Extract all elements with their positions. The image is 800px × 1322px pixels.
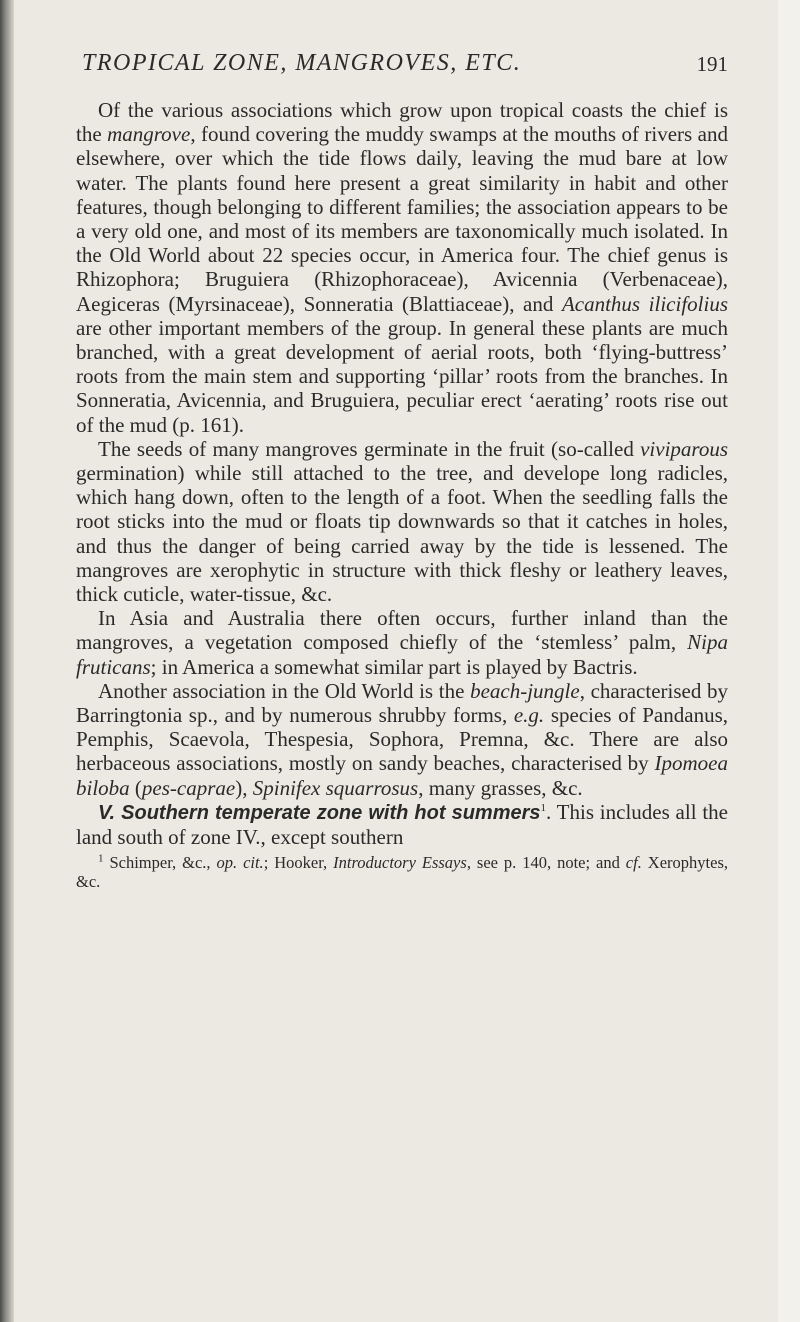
italic-term: Spinifex squarrosus [252, 775, 419, 800]
footnote [76, 853, 728, 891]
text-run: Another association in the Old World is the [98, 678, 471, 703]
text-run: ; Hooker, [263, 853, 334, 873]
italic-term: e.g. [513, 703, 545, 728]
text-run: , see p. 140, note; and [466, 853, 626, 873]
italic-term: Acanthus ilicifolius [561, 291, 728, 316]
page-header [76, 50, 728, 84]
page-edge [778, 0, 800, 1322]
section-heading: V. Southern temperate zone with hot summers [98, 801, 541, 824]
text-run: Schimper, &c., [103, 853, 217, 873]
text-run: ), [235, 775, 253, 800]
text-run: Of the various associations which grow upon tropical coasts the chief is the [76, 98, 728, 147]
paragraph [76, 437, 728, 606]
italic-term: Introductory Essays [333, 853, 467, 873]
footnote-marker: 1 [98, 852, 104, 865]
text-run: ; in America a somewhat similar part is played by Bactris. [150, 654, 638, 679]
italic-term: pes-caprae [141, 775, 236, 800]
text-run: ( [129, 775, 142, 800]
text-run: , characterised by Barringtonia sp., and by numerous shrubby forms, [76, 678, 728, 728]
text-run: , many grasses, &c. [418, 775, 583, 800]
paragraph [76, 606, 728, 679]
paragraph [76, 800, 728, 849]
italic-term: beach-jungle [470, 678, 580, 703]
italic-term: Ipomoea biloba [76, 751, 728, 800]
text-run: species of Pandanus, Pemphis, Scaevola, Thespesia, Sophora, Premna, &c. There are also herbaceous associations, mostly on sandy beaches, characterised by [76, 703, 728, 776]
italic-term: mangrove [107, 122, 191, 147]
italic-term: cf. [625, 853, 642, 873]
text-run: Xerophytes, &c. [76, 853, 728, 892]
text-run: are other important members of the group. In general these plants are much branched, with a great development of aerial roots, both ‘flying-buttress’ roots from the main stem and supporting ‘pillar’ roots from the branches. In Sonneratia, Avicennia, and Bruguiera, peculiar erect ‘aerating’ roots rise out of the mud (p. 161). [76, 315, 728, 437]
book-binding-shadow [0, 0, 14, 1322]
italic-term: op. cit. [216, 853, 264, 873]
text-run: . This includes all the land south of zone IV., except southern [76, 799, 728, 850]
footnote-marker: 1 [540, 801, 547, 814]
italic-term: Nipa fruticans [76, 630, 728, 679]
text-run: , found covering the muddy swamps at the mouths of rivers and elsewhere, over which the tide flows daily, leaving the mud bare at low water. The plants found here present a great similarity in habit and other features, though belonging to different families; the association appears to be a very old one, and most of its members are taxonomically much isolated. In the Old World about 22 species occur, in America four. The chief genus is Rhizophora; Bruguiera (Rhizophoraceae), Avicennia (Verbenaceae), Aegiceras (Myrsinaceae), Sonneratia (Blattiaceae), and [76, 122, 729, 316]
book-page [76, 50, 728, 891]
body-text [76, 98, 728, 849]
italic-term: viviparous [640, 436, 728, 461]
text-run: The seeds of many mangroves germinate in the fruit (so-called [98, 436, 641, 461]
running-head: TROPICAL ZONE, MANGROVES, ETC. [82, 50, 522, 76]
text-run: In Asia and Australia there often occurs, further inland than the mangroves, a vegetation composed chiefly of the ‘stemless’ palm, [76, 606, 728, 655]
page-number: 191 [696, 52, 728, 76]
text-run: germination) while still attached to the tree, and develope long radicles, which hang down, often to the length of a foot. When the seedling falls the root sticks into the mud or floats tip downwards so that it catches in holes, and thus the danger of being carried away by the tide is lessened. The mangroves are xerophytic in structure with thick fleshy or leathery leaves, thick cuticle, water-tissue, &c. [76, 461, 728, 607]
paragraph [76, 679, 728, 800]
paragraph [76, 98, 728, 437]
